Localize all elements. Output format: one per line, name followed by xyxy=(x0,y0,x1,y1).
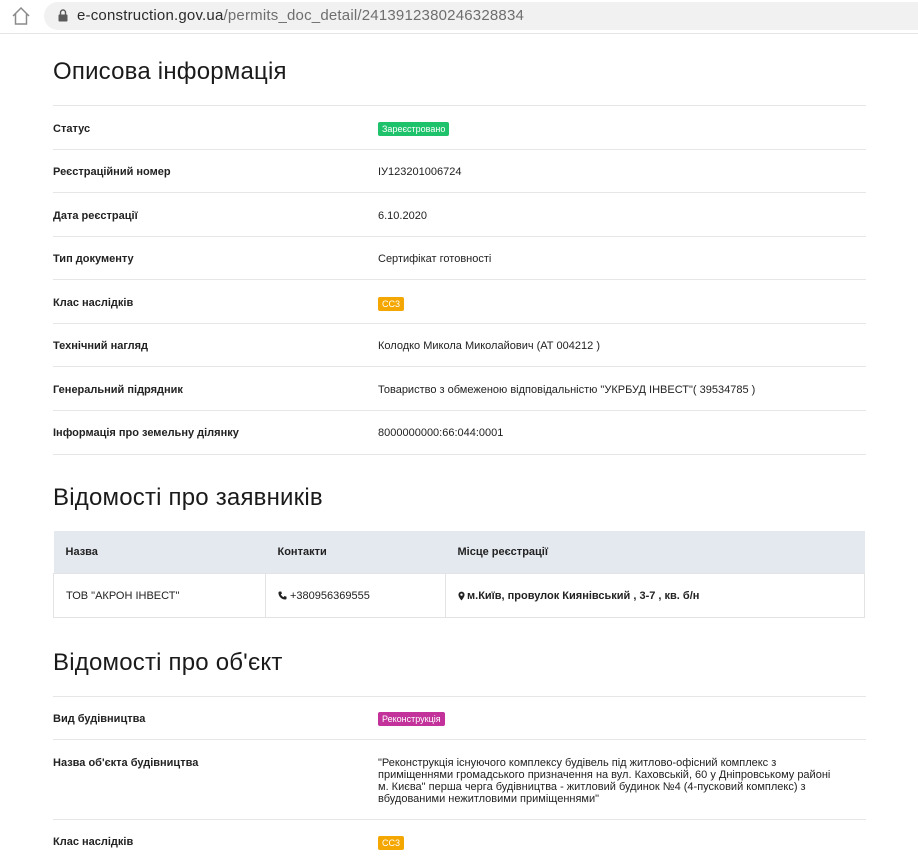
object-row-object-name xyxy=(53,739,866,820)
general-contractor-value: Товариство з обмеженою відповідальністю "УКРБУД ІНВЕСТ"( 39534785 ) xyxy=(378,384,756,396)
status-label: Статус xyxy=(53,123,91,135)
object-name-value: "Реконструкція існуючого комплексу будівель під житлово-офісний комплекс з приміщеннями громадського призначення на вул. Каховській, 60 у Дніпровському районі м. Києва" перша черга будівництва - житловий будинок №4 (4-пусковий комплекс) з вбудованими нежитловими приміщеннями" xyxy=(378,757,831,805)
applicant-name: ТОВ "АКРОН ІНВЕСТ" xyxy=(54,574,266,618)
lock-icon xyxy=(58,9,68,22)
col-header-name: Назва xyxy=(54,531,266,574)
section-title-object: Відомості про об'єкт xyxy=(53,649,283,676)
land-plot-label: Інформація про земельну ділянку xyxy=(53,427,239,439)
col-header-contacts: Контакти xyxy=(266,531,446,574)
consequence-class-label: Клас наслідків xyxy=(53,297,134,309)
table-row xyxy=(54,574,865,618)
object-consequence-class-label: Клас наслідків xyxy=(53,836,134,848)
section-title-description: Описова інформація xyxy=(53,58,287,85)
map-marker-icon xyxy=(458,591,465,601)
info-row-consequence-class xyxy=(53,279,866,324)
applicant-place xyxy=(446,574,865,618)
browser-toolbar xyxy=(0,0,918,34)
home-icon[interactable] xyxy=(10,5,32,27)
phone-icon xyxy=(278,591,287,600)
reg-number-value: ІУ123201006724 xyxy=(378,166,462,178)
address-bar[interactable] xyxy=(44,2,918,30)
object-name-label: Назва об'єкта будівництва xyxy=(53,757,199,769)
consequence-class-badge: СС3 xyxy=(378,297,404,311)
applicants-table xyxy=(53,531,865,618)
object-row-consequence-class xyxy=(53,819,866,860)
applicant-contacts xyxy=(266,574,446,618)
tech-supervision-value: Колодко Микола Миколайович (АТ 004212 ) xyxy=(378,340,600,352)
url-host: e-construction.gov.ua xyxy=(77,7,224,24)
doc-type-label: Тип документу xyxy=(53,253,134,265)
info-row-land-plot xyxy=(53,410,866,455)
reg-date-value: 6.10.2020 xyxy=(378,210,427,222)
object-consequence-class-badge: СС3 xyxy=(378,836,404,850)
applicant-phone[interactable]: +380956369555 xyxy=(290,589,370,602)
info-row-reg-date xyxy=(53,192,866,237)
info-row-tech-supervision xyxy=(53,323,866,367)
general-contractor-label: Генеральний підрядник xyxy=(53,384,183,396)
section-title-applicants: Відомості про заявників xyxy=(53,484,323,511)
tech-supervision-label: Технічний нагляд xyxy=(53,340,149,352)
info-row-reg-number xyxy=(53,149,866,193)
reg-number-label: Реєстраційний номер xyxy=(53,166,171,178)
applicant-place-text: м.Київ, провулок Киянівський , 3-7 , кв. б/н xyxy=(467,589,700,602)
land-plot-value: 8000000000:66:044:0001 xyxy=(378,427,504,439)
construction-type-label: Вид будівництва xyxy=(53,713,146,725)
info-row-doc-type xyxy=(53,236,866,280)
status-badge: Зареєстровано xyxy=(378,122,449,136)
applicants-header-row xyxy=(54,531,865,574)
col-header-registration-place: Місце реєстрації xyxy=(446,531,865,574)
info-row-general-contractor xyxy=(53,366,866,411)
construction-type-badge: Реконструкція xyxy=(378,712,445,726)
info-row-status xyxy=(53,105,866,149)
reg-date-label: Дата реєстрації xyxy=(53,210,138,222)
doc-type-value: Сертифікат готовності xyxy=(378,253,492,265)
url-path: /permits_doc_detail/2413912380246328834 xyxy=(223,7,525,24)
url-text xyxy=(77,7,524,25)
object-row-construction-type xyxy=(53,696,866,740)
